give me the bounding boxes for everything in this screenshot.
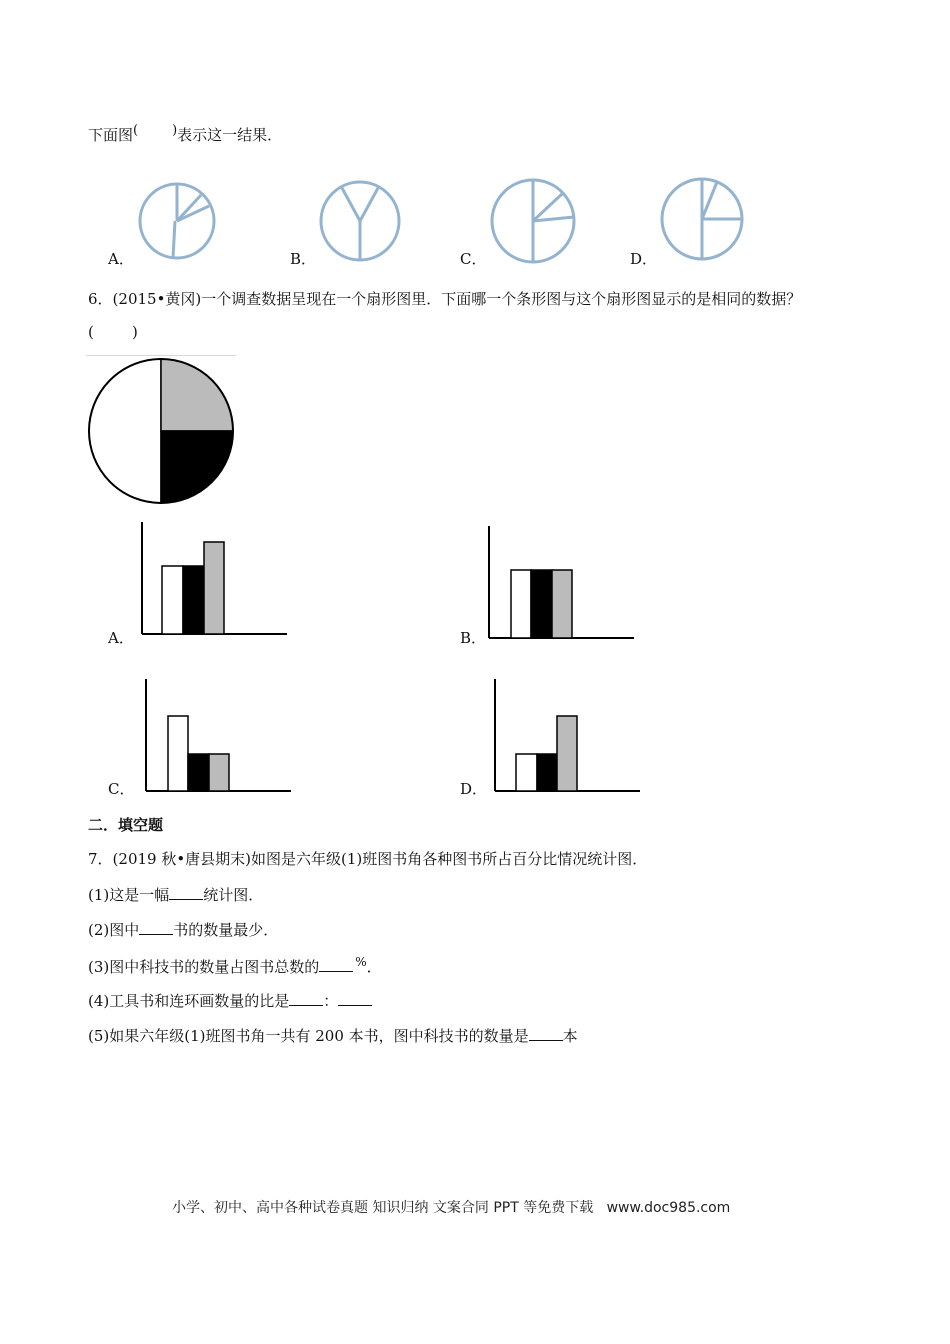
q6-option-b-bar-chart[interactable] xyxy=(487,526,637,641)
q7-item-4 xyxy=(88,990,372,1011)
q5-stem-before: 下面图 xyxy=(88,126,134,144)
q5-option-c-label: C． xyxy=(460,250,487,268)
q5-option-a-circle[interactable] xyxy=(137,178,217,264)
bar-gray xyxy=(209,754,229,791)
q6-option-c-bar-chart[interactable] xyxy=(144,679,294,794)
q7-item-2-text-a: (2)图中 xyxy=(88,921,140,939)
bar-gray xyxy=(204,542,224,634)
q5-option-b-circle[interactable] xyxy=(318,178,402,264)
q7-stem: 7．(2019 秋•唐县期末)如图是六年级(1)班图书角各种图书所占百分比情况统计图． xyxy=(88,850,648,868)
q7-item-2 xyxy=(88,919,278,940)
bar-white xyxy=(516,754,537,791)
q7-item-4-colon: ： xyxy=(323,992,339,1010)
q5-option-d-label: D． xyxy=(630,250,658,268)
q6-option-a-bar-chart[interactable] xyxy=(140,522,290,637)
page-footer: 小学、初中、高中各种试卷真题 知识归纳 文案合同 PPT 等免费下载 www.doc985.com xyxy=(172,1200,731,1216)
bar-white xyxy=(168,716,188,791)
q5-stem xyxy=(88,123,282,145)
q6-answer-paren: ( ) xyxy=(88,323,138,341)
q7-item-5-text-a: (5)如果六年级(1)班图书角一共有 200 本书，图中科技书的数量是 xyxy=(88,1027,529,1045)
q7-item-5-text-b: 本 xyxy=(562,1027,578,1045)
q6-pie-chart xyxy=(88,357,238,507)
q7-item-3-percent: % xyxy=(355,955,367,969)
q7-item-4-blank-2[interactable] xyxy=(338,991,372,1006)
q6-option-b-label: B． xyxy=(460,629,487,647)
q7-item-1-blank[interactable] xyxy=(169,885,203,900)
q7-item-3-text-a: (3)图中科技书的数量占图书总数的 xyxy=(88,958,320,976)
q7-item-4-text-a: (4)工具书和连环画数量的比是 xyxy=(88,992,290,1010)
q5-option-d-circle[interactable] xyxy=(659,176,745,262)
bar-black xyxy=(537,754,557,791)
q6-option-c-label: C． xyxy=(108,780,135,798)
bar-gray xyxy=(557,716,577,791)
q7-item-3-text-b: ． xyxy=(366,958,382,976)
q7-item-2-blank[interactable] xyxy=(139,920,173,935)
bar-black xyxy=(183,566,204,634)
q7-item-3 xyxy=(88,955,382,977)
q6-divider xyxy=(86,355,236,356)
bar-black xyxy=(531,570,552,638)
q7-item-5 xyxy=(88,1025,578,1046)
section-title-fill-in: 二．填空题 xyxy=(88,816,164,834)
q5-paren-right: ) xyxy=(172,123,178,138)
q7-item-1 xyxy=(88,884,263,905)
pie-slice-white xyxy=(89,359,161,503)
q7-item-3-blank[interactable] xyxy=(319,957,353,972)
q7-item-5-blank[interactable] xyxy=(529,1026,563,1041)
q6-stem: 6．(2015•黄冈)一个调查数据呈现在一个扇形图里．下面哪一个条形图与这个扇形图显示的是相同的数据？ xyxy=(88,290,802,308)
q7-item-2-text-b: 书的数量最少． xyxy=(173,921,279,939)
bar-white xyxy=(511,570,531,638)
q6-option-d-bar-chart[interactable] xyxy=(493,679,643,794)
bar-black xyxy=(188,754,209,791)
q7-item-4-blank-1[interactable] xyxy=(289,991,323,1006)
q5-option-c-circle[interactable] xyxy=(488,178,578,264)
q5-stem-after: 表示这一结果． xyxy=(177,126,283,144)
bar-gray xyxy=(552,570,572,638)
q5-option-b-label: B． xyxy=(290,250,317,268)
q5-paren-left: ( xyxy=(133,123,139,138)
q6-option-a-label: A． xyxy=(108,629,134,647)
bar-white xyxy=(162,566,183,634)
q6-option-d-label: D． xyxy=(460,780,488,798)
q5-option-a-label: A． xyxy=(108,250,134,268)
q7-item-1-text-a: (1)这是一幅 xyxy=(88,886,170,904)
q7-item-1-text-b: 统计图． xyxy=(203,886,264,904)
